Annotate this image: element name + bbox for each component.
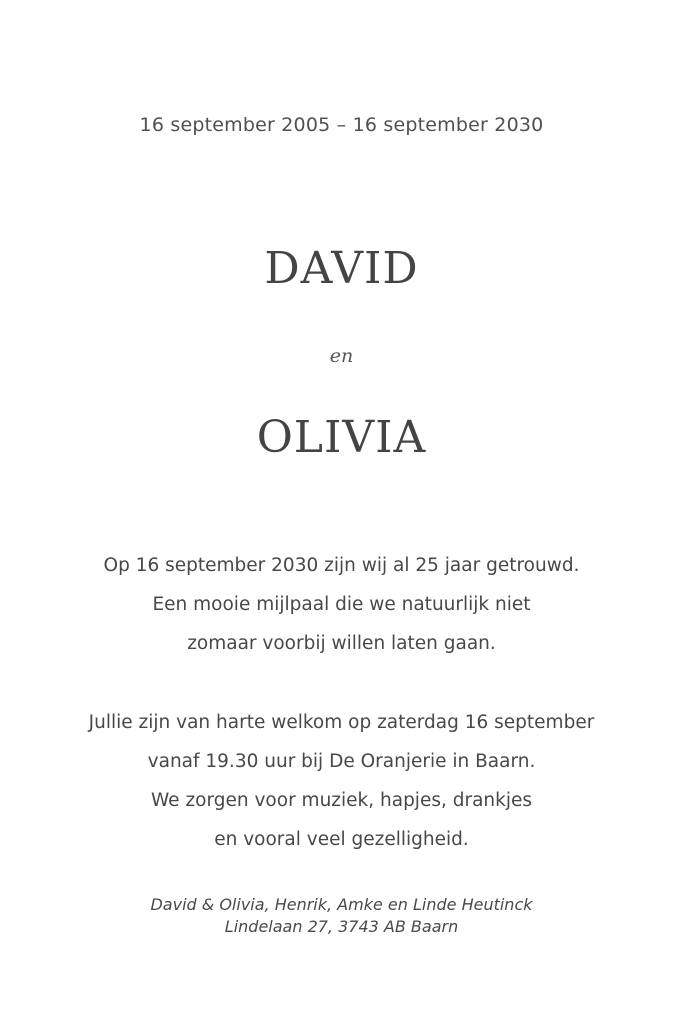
message-line: vanaf 19.30 uur bij De Oranjerie in Baarn. (147, 751, 536, 772)
message-line: zomaar voorbij willen laten gaan. (187, 633, 496, 654)
partner-name-second: OLIVIA (256, 412, 427, 463)
message-line: Jullie zijn van harte welkom op zaterdag 16 september (88, 712, 595, 733)
partner-name-first: DAVID (264, 243, 419, 294)
anniversary-dates: 16 september 2005 – 16 september 2030 (139, 114, 544, 136)
message-line: en vooral veel gezelligheid. (214, 829, 469, 850)
signature-names: David & Olivia, Henrik, Amke en Linde Heutinck (150, 895, 533, 914)
name-joiner: en (329, 345, 354, 367)
message-line: We zorgen voor muziek, hapjes, drankjes (150, 790, 533, 811)
message-line: Op 16 september 2030 zijn wij al 25 jaar getrouwd. (103, 555, 580, 576)
signature-address: Lindelaan 27, 3743 AB Baarn (224, 917, 459, 936)
message-line: Een mooie mijlpaal die we natuurlijk niet (152, 594, 531, 615)
